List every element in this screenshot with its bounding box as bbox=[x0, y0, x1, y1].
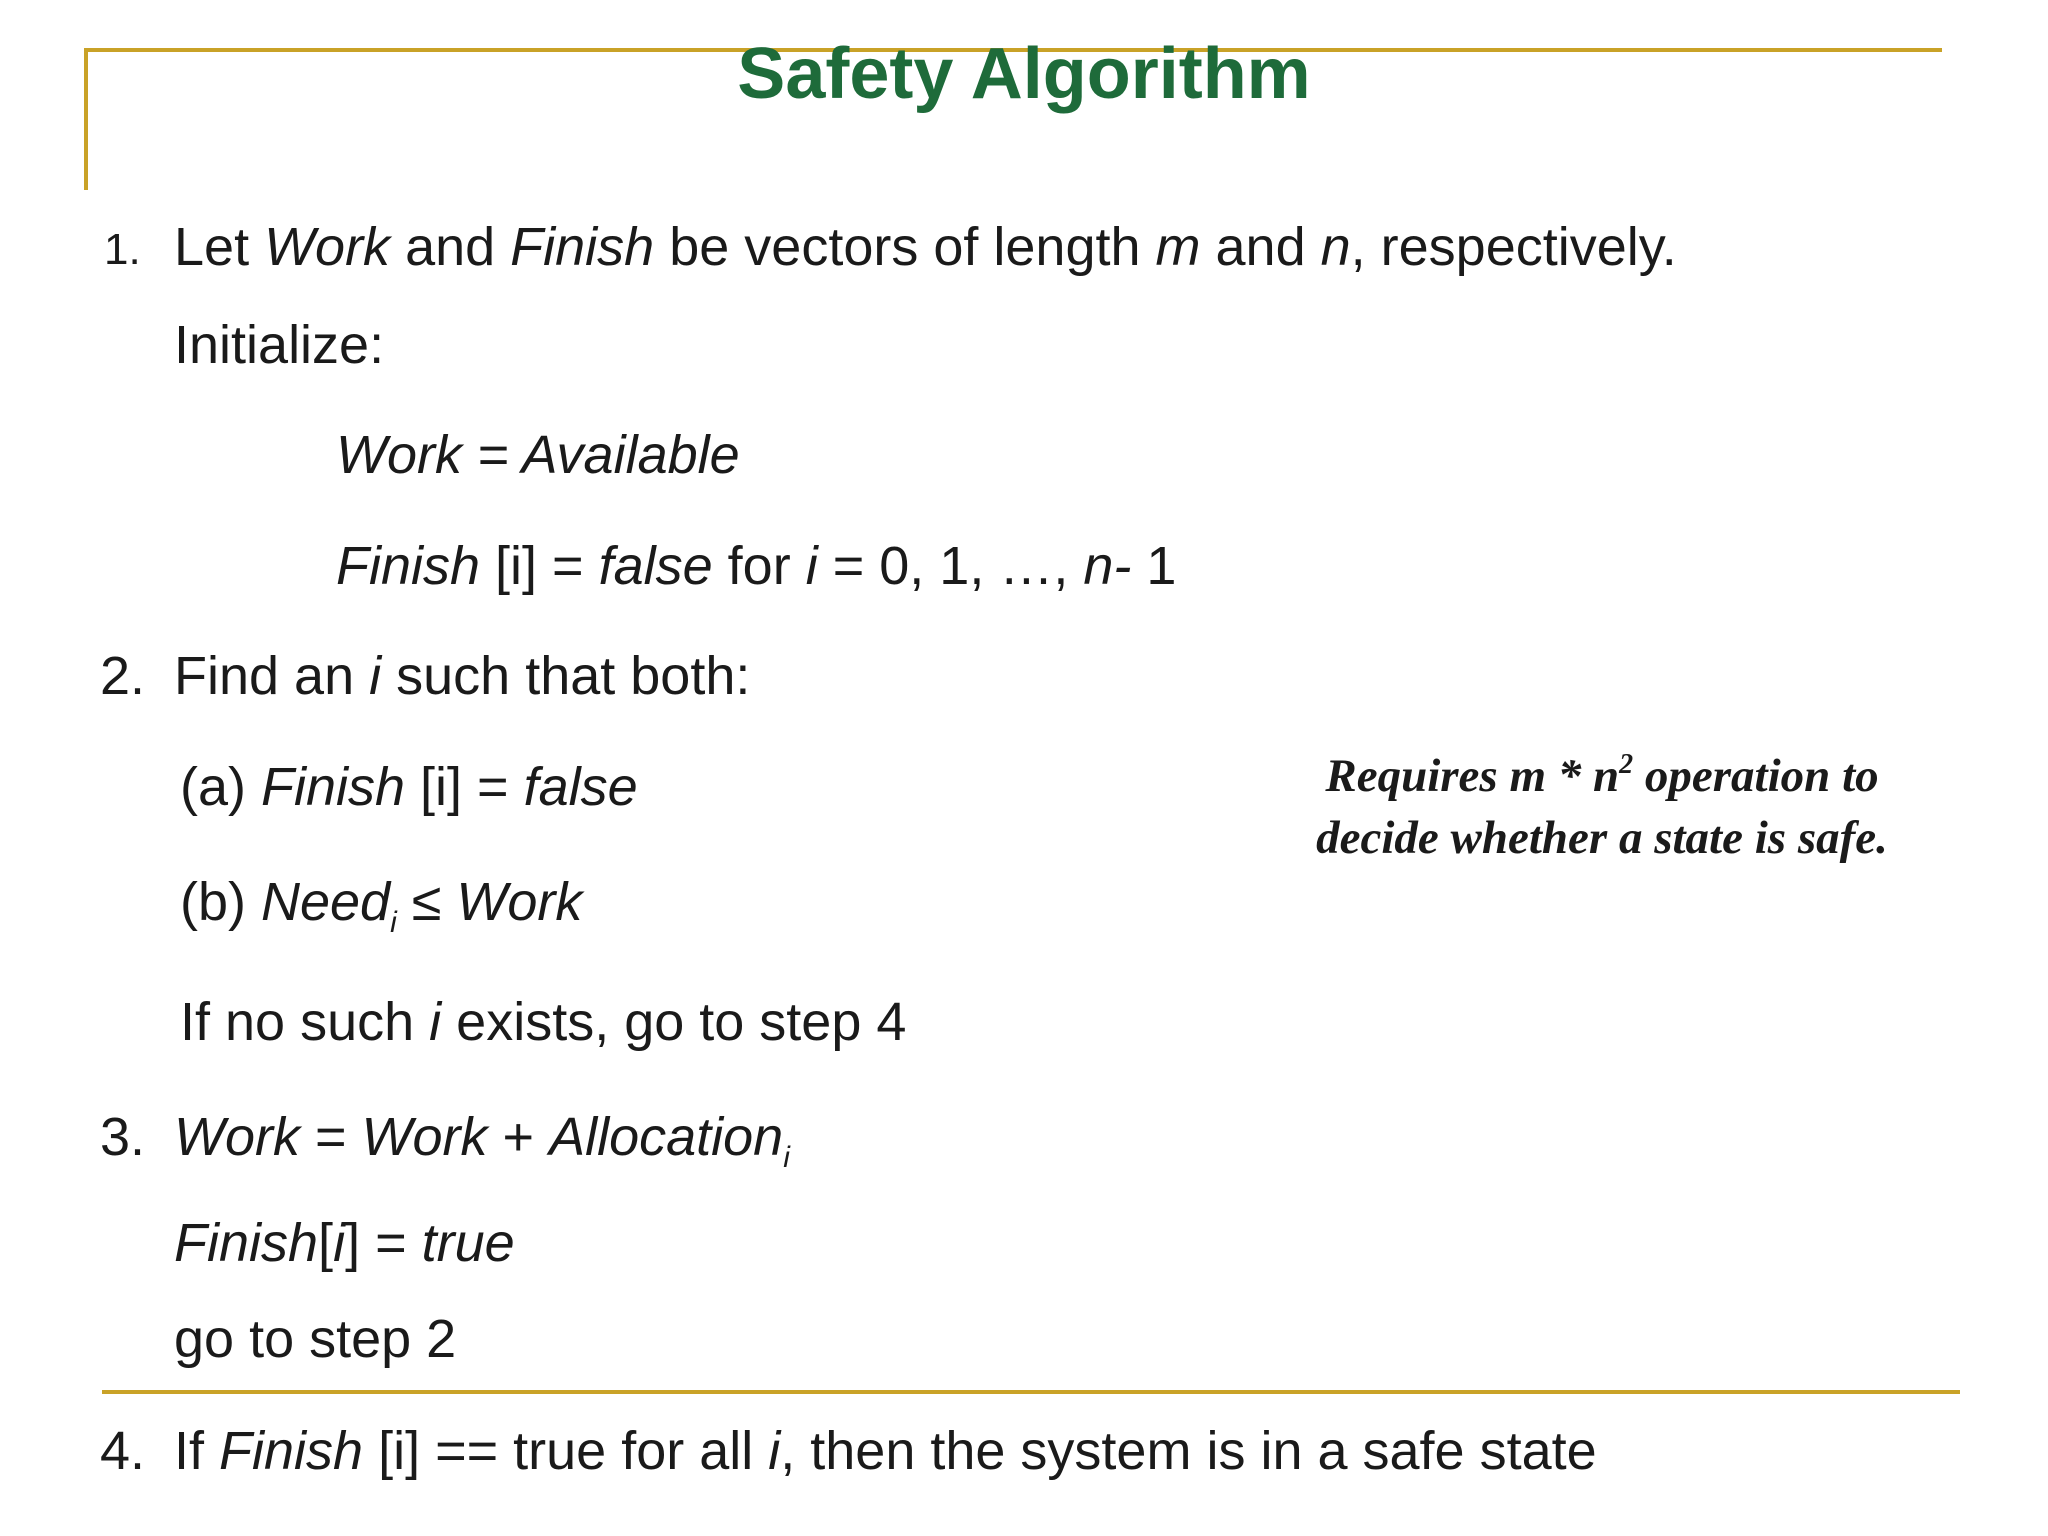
complexity-note-line-1: Requires m * $n^2$ operation to bbox=[1325, 749, 1879, 802]
step-3-work-update: Work = Work + Allocation$_i$ bbox=[174, 1107, 790, 1174]
step-2-text: Find an i such that both: bbox=[174, 646, 751, 706]
step-3-number: 3. bbox=[100, 1107, 146, 1167]
step-4-number: 4. bbox=[100, 1421, 146, 1481]
step-4-text: If Finish [i] == true for all i, then the system is in a safe state bbox=[174, 1421, 1597, 1481]
complexity-note bbox=[1262, 734, 1942, 869]
step-3-finish-update: Finish[i] = true bbox=[174, 1213, 515, 1273]
step-3-goto: go to step 2 bbox=[174, 1309, 457, 1369]
step-1-initialize: Initialize: bbox=[174, 315, 385, 375]
step-1-init-work: Work = Available bbox=[336, 425, 740, 485]
step-1-number: 1. bbox=[104, 225, 141, 274]
step-2-condition-b: (b) Need$_i$ ≤ Work bbox=[180, 872, 583, 939]
page-title: Safety Algorithm bbox=[737, 34, 1311, 114]
bottom-rule bbox=[102, 1390, 1960, 1394]
step-2-number: 2. bbox=[100, 646, 146, 706]
step-2-if-none: If no such i exists, go to step 4 bbox=[180, 992, 907, 1052]
step-1-text: Let Work and Finish be vectors of length m and n, respectively. bbox=[174, 217, 1677, 277]
step-2-condition-a: (a) Finish [i] = false bbox=[180, 757, 638, 817]
complexity-note-line-2: decide whether a state is safe. bbox=[1316, 812, 1888, 864]
step-1-init-finish: Finish [i] = false for i = 0, 1, …, n- 1 bbox=[336, 536, 1177, 596]
